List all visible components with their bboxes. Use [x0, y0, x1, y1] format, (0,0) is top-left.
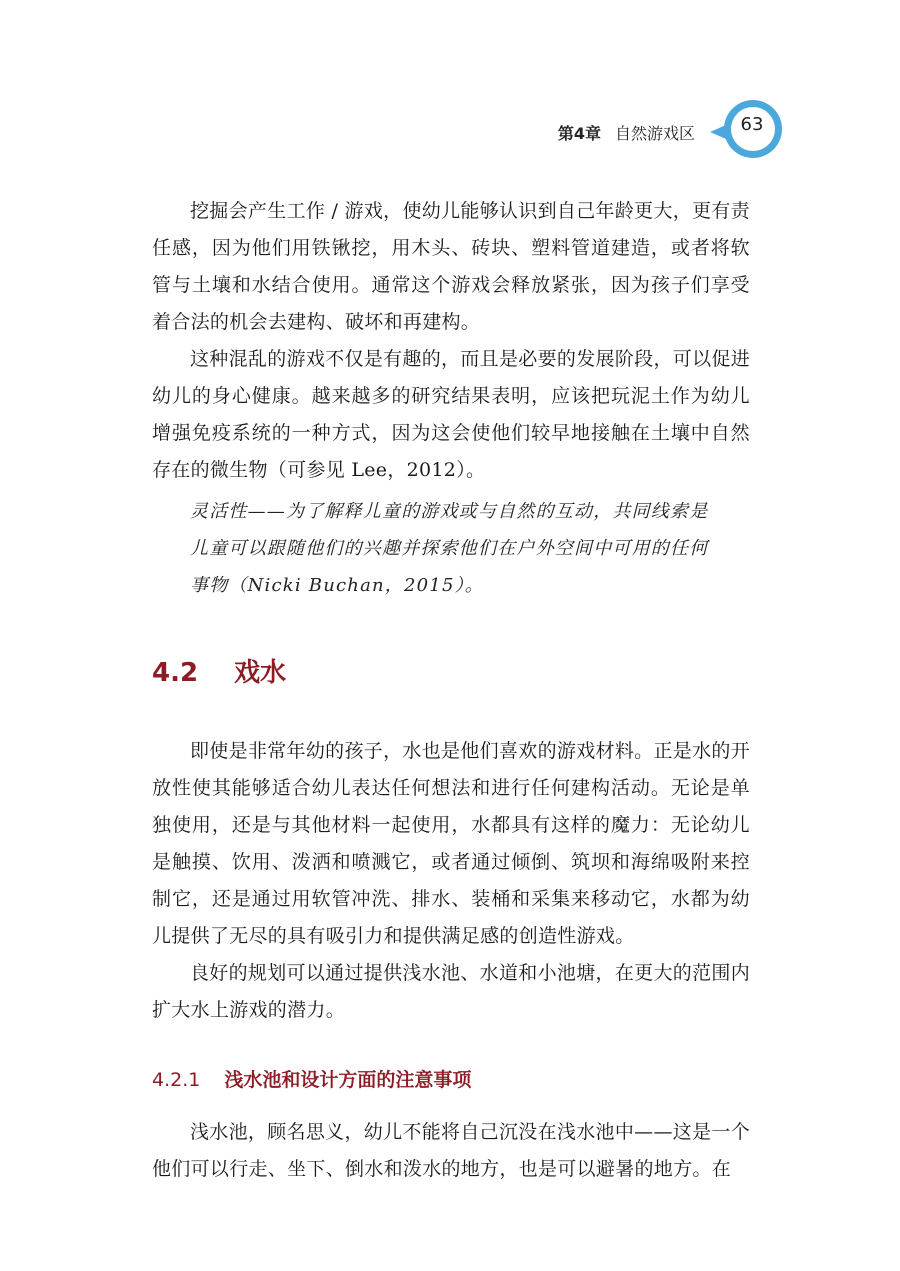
paragraph: 浅水池，顾名思义，幼儿不能将自己沉没在浅水池中——这是一个他们可以行走、坐下、倒水和泼水的地方，也是可以避暑的地方。在	[152, 1121, 750, 1180]
paragraph: 这种混乱的游戏不仅是有趣的，而且是必要的发展阶段，可以促进幼儿的身心健康。越来越多的研究结果表明，应该把玩泥土作为幼儿增强免疫系统的一种方式，因为这会使他们较早地接触在土壤中自然存在的微生物（可参见 Lee，2012）。	[152, 348, 750, 481]
block-quote: 灵活性——为了解释儿童的游戏或与自然的互动，共同线索是儿童可以跟随他们的兴趣并探索他们在户外空间中可用的任何事物（Nicki Buchan，2015）。	[190, 501, 709, 596]
chapter-label: 第4章	[557, 124, 601, 143]
paragraph: 挖掘会产生工作 / 游戏，使幼儿能够认识到自己年龄更大，更有责任感，因为他们用铁锹挖，用木头、砖块、塑料管道建造，或者将软管与土壤和水结合使用。通常这个游戏会释放紧张，因为孩子们享受着合法的机会去建构、破坏和再建构。	[152, 200, 750, 333]
page-body	[152, 193, 750, 1188]
subsection-title: 浅水池和设计方面的注意事项	[224, 1069, 472, 1091]
subsection-number: 4.2.1	[152, 1069, 201, 1091]
section-title: 戏水	[234, 658, 287, 688]
section-number: 4.2	[152, 658, 199, 688]
subsection-heading	[152, 1065, 750, 1092]
page-header	[0, 94, 900, 164]
chapter-title: 自然游戏区	[614, 124, 695, 143]
page-number: 63	[740, 114, 764, 135]
paragraph: 即使是非常年幼的孩子，水也是他们喜欢的游戏材料。正是水的开放性使其能够适合幼儿表达任何想法和进行任何建构活动。无论是单独使用，还是与其他材料一起使用，水都具有这样的魔力：无论幼儿是触摸、饮用、泼洒和喷溅它，或者通过倾倒、筑坝和海绵吸附来控制它，还是通过用软管冲洗、排水、装桶和采集来移动它，水都为幼儿提供了无尽的具有吸引力和提供满足感的创造性游戏。	[152, 740, 750, 947]
section-heading	[152, 652, 750, 689]
running-head	[558, 121, 695, 144]
paragraph: 良好的规划可以通过提供浅水池、水道和小池塘，在更大的范围内扩大水上游戏的潜力。	[152, 962, 750, 1021]
